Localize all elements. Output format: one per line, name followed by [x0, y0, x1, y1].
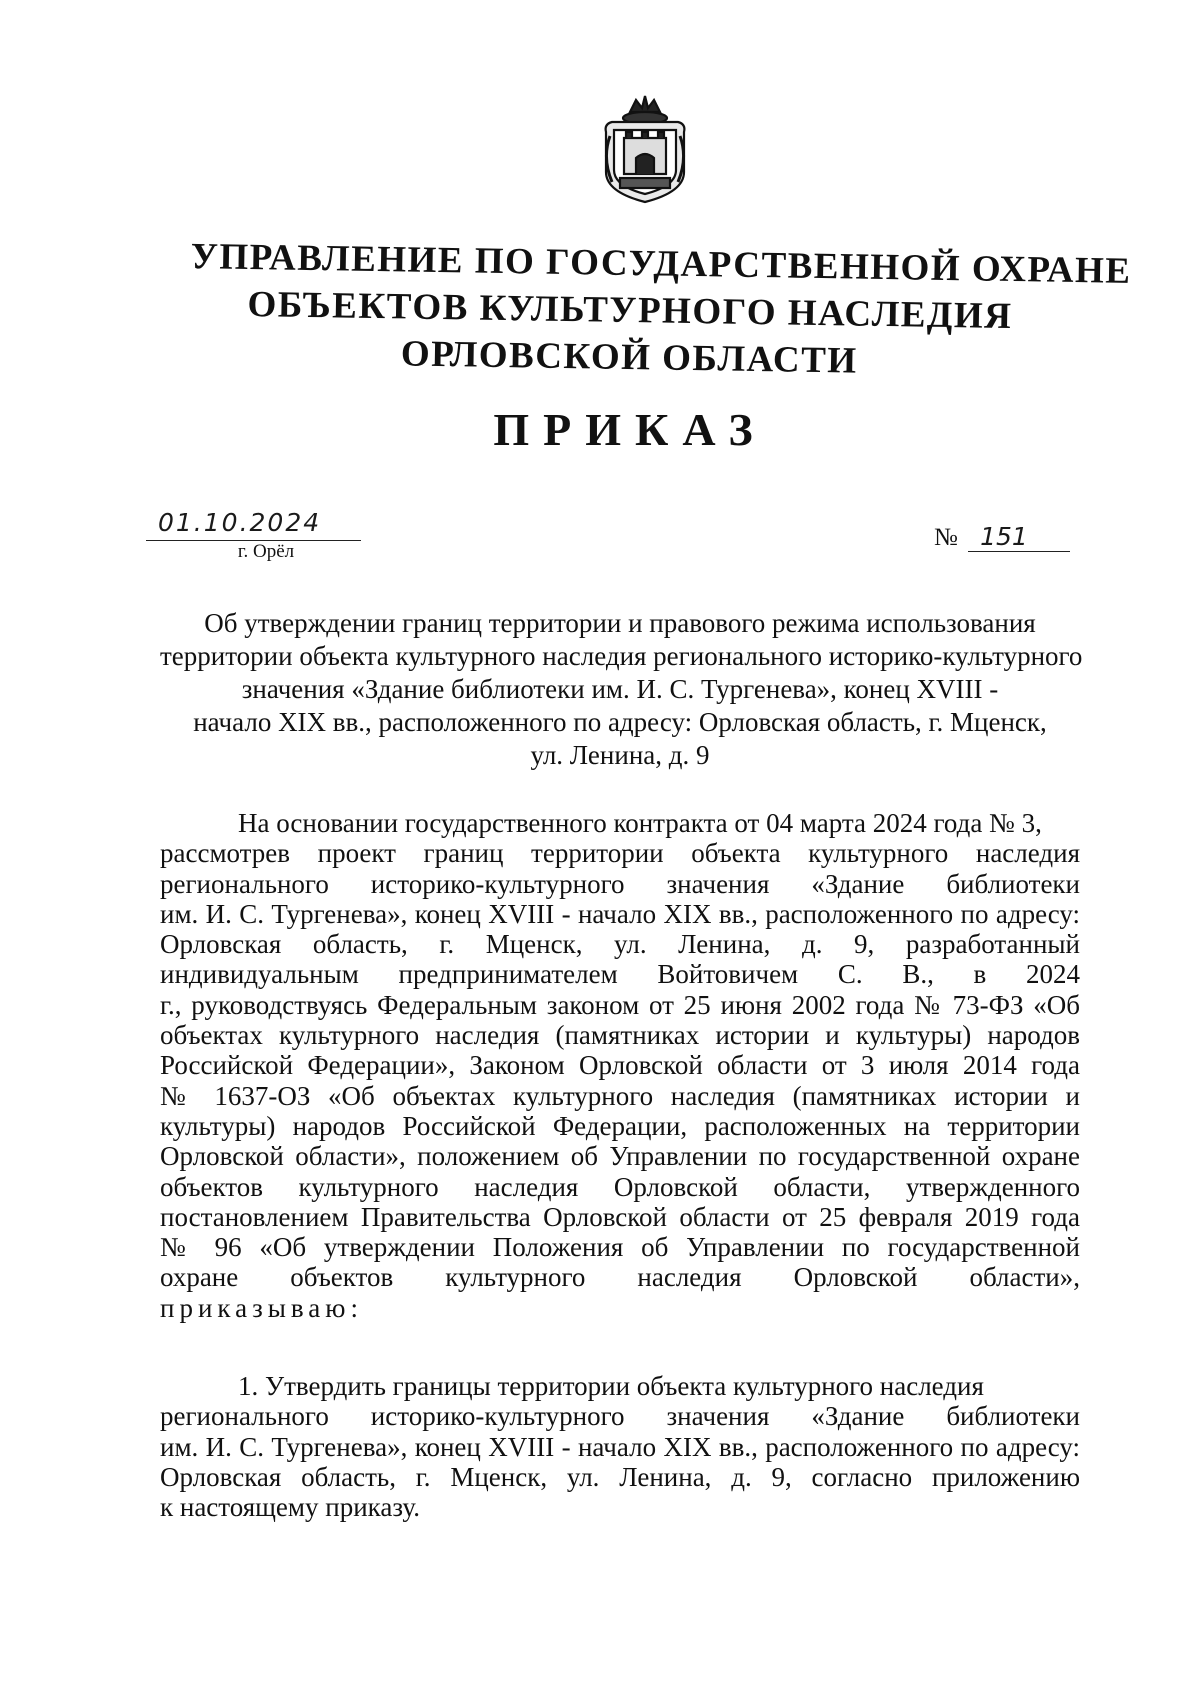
item-1-line: регионального историко-культурного значения «Здание библиотеки	[160, 1401, 1080, 1432]
document-type-title: ПРИКАЗ	[493, 404, 767, 455]
subject-line: территории объекта культурного наследия регионального историко-культурного	[160, 641, 1083, 671]
preamble-line: культуры) народов Российской Федерации, расположенных на территории	[160, 1110, 1080, 1141]
agency-name-line: УПРАВЛЕНИЕ ПО ГОСУДАРСТВЕННОЙ ОХРАНЕ	[190, 236, 1132, 292]
item-1-line: 1. Утвердить границы территории объекта культурного наследия	[238, 1371, 984, 1402]
subject-line: ул. Ленина, д. 9	[530, 740, 710, 770]
order-number-block	[934, 522, 1070, 552]
handwritten-date: 01.10.2024	[158, 508, 322, 537]
preamble-line: Орловской области», положением об Управлении по государственной охране	[160, 1141, 1080, 1172]
preamble-line: охране объектов культурного наследия Орловской области»,	[160, 1262, 1080, 1293]
coat-of-arms-emblem	[596, 88, 694, 206]
order-subject	[160, 607, 1083, 772]
preamble-line: Орловская область, г. Мценск, ул. Ленина, д. 9, разработанный	[160, 929, 1080, 960]
preamble-line: г., руководствуясь Федеральным законом от 25 июня 2002 года № 73-ФЗ «Об	[160, 989, 1080, 1020]
preamble-line: рассмотрев проект границ территории объекта культурного наследия	[160, 838, 1080, 869]
preamble-line: постановлением Правительства Орловской области от 25 февраля 2019 года	[160, 1201, 1080, 1232]
number-sign: №	[934, 524, 958, 551]
preamble-line: объектах культурного наследия (памятниках истории и культуры) народов	[160, 1020, 1080, 1051]
agency-name	[189, 233, 1132, 388]
preamble-line: им. И. С. Тургенева», конец XVIII - начало XIX вв., расположенного по адресу:	[160, 898, 1080, 929]
order-word: приказываю:	[160, 1292, 363, 1323]
agency-name-line: ОБЪЕКТОВ КУЛЬТУРНОГО НАСЛЕДИЯ	[247, 283, 1013, 338]
preamble-line: № 96 «Об утверждении Положения об Управлении по государственной	[160, 1232, 1080, 1263]
subject-line: начало XIX вв., расположенного по адресу: Орловская область, г. Мценск,	[193, 707, 1047, 737]
preamble-line: На основании государственного контракта от 04 марта 2024 года № 3,	[238, 808, 1042, 838]
handwritten-order-number: 151	[968, 522, 1070, 552]
item-1-line: к настоящему приказу.	[160, 1492, 420, 1523]
preamble-line: № 1637-ОЗ «Об объектах культурного наследия (памятниках истории и	[160, 1080, 1080, 1111]
item-1-line: Орловская область, г. Мценск, ул. Ленина, д. 9, согласно приложению	[160, 1461, 1080, 1492]
city-label: г. Орёл	[237, 541, 295, 562]
preamble-line: индивидуальным предпринимателем Войтовичем С. В., в 2024	[160, 959, 1080, 990]
preamble-line: регионального историко-культурного значения «Здание библиотеки	[160, 868, 1080, 899]
item-1-line: им. И. С. Тургенева», конец XVIII - начало XIX вв., расположенного по адресу:	[160, 1431, 1080, 1462]
preamble-line: объектов культурного наследия Орловской области, утвержденного	[160, 1171, 1080, 1202]
subject-line: Об утверждении границ территории и правового режима использования	[204, 608, 1036, 638]
order-body	[160, 808, 1080, 1523]
date-block	[146, 508, 366, 563]
preamble-line: Российской Федерации», Законом Орловской области от 3 июля 2014 года	[160, 1050, 1080, 1081]
subject-line: значения «Здание библиотеки им. И. С. Тургенева», конец XVIII -	[241, 674, 999, 704]
agency-name-line: ОРЛОВСКОЙ ОБЛАСТИ	[400, 333, 858, 382]
